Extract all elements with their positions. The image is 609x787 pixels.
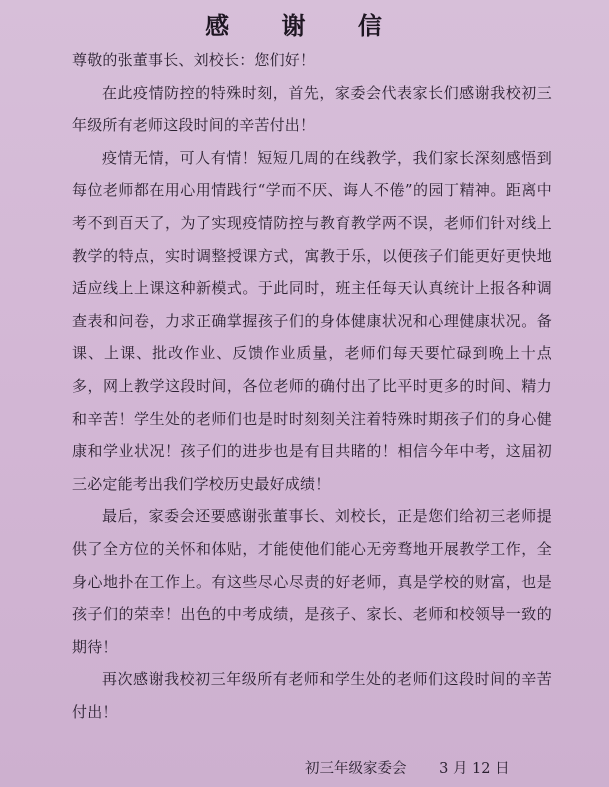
letter-salutation: 尊敬的张董事长、刘校长：您们好！: [72, 51, 316, 69]
signature-date: 3 月 12 日: [439, 761, 510, 777]
letter-paragraph-1: 在此疫情防控的特殊时刻，首先，家委会代表家长们感谢我校初三年级所有老师这段时间的辛苦付出！: [72, 83, 552, 135]
letter-paragraph-2: 疫情无情，可人有情！短短几周的在线教学，我们家长深刻感悟到每位老师都在用心用情践行“学而不厌、诲人不倦”的园丁精神。距离中考不到百天了，为了实现疫情防控与教育教学两不误，老师们针对线上教学的特点，实时调整授课方式，寓教于乐，以便孩子们能更好更快地适应线上上课这种新模式。于此同时，班主任每天认真统计上报各种调查表和问卷，力求正确掌握孩子们的身体健康状况和心理健康状况。备课、上课、批改作业、反馈作业质量，老师们每天要忙碌到晚上十点多，网上教学这段时间，各位老师的确付出了比平时更多的时间、精力和辛苦！学生处的老师们也是时时刻刻关注着特殊时期孩子们的身心健康和学业状况！孩子们的进步也是有目共睹的！相信今年中考，这届初三必定能考出我们学校历史最好成绩！: [72, 148, 552, 493]
signature-sender: 初三年级家委会: [305, 761, 407, 777]
letter-paragraph-4: 再次感谢我校初三年级所有老师和学生处的老师们这段时间的辛苦付出！: [72, 670, 552, 721]
letter-title: 感 谢 信: [205, 11, 404, 40]
letter-signature: [305, 757, 510, 778]
letter-body: [72, 44, 552, 728]
letter-paragraph-3: 最后，家委会还要感谢张董事长、刘校长，正是您们给初三老师提供了全方位的关怀和体贴，才能使他们能心无旁骛地开展教学工作，全身心地扑在工作上。有这些尽心尽责的好老师，真是学校的财富，也是孩子们的荣幸！出色的中考成绩，是孩子、家长、老师和校领导一致的期待！: [72, 507, 552, 656]
